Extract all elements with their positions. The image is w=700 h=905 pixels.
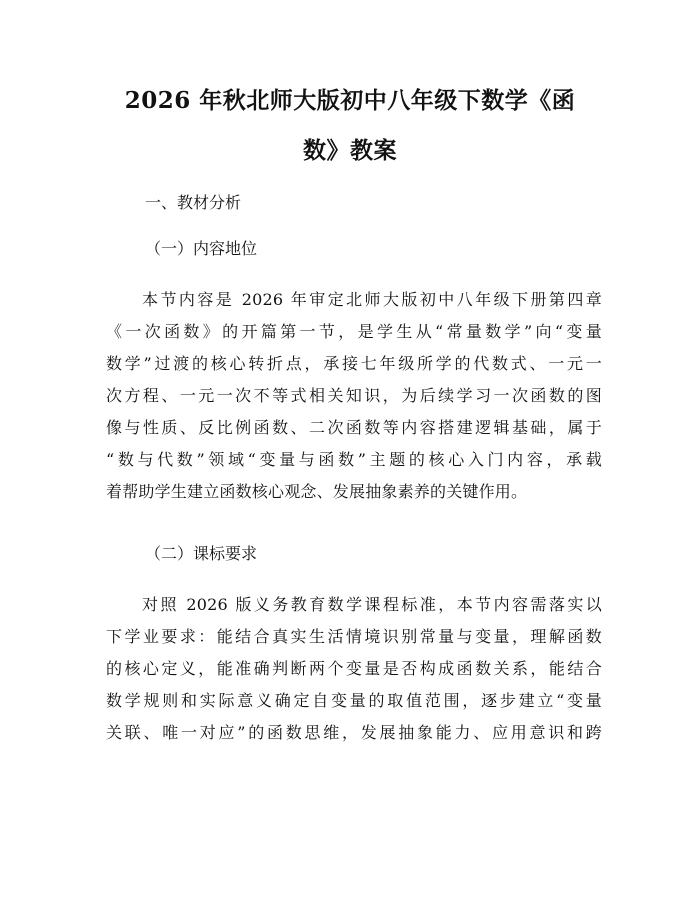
paragraph-line: 着帮助学生建立函数核心观念、发展抽象素养的关键作用。	[106, 482, 528, 501]
paragraph-curriculum-requirements	[106, 589, 602, 749]
subsection-heading-curriculum-requirements: （二）课标要求	[145, 544, 258, 563]
paragraph-line: 数学”过渡的核心转折点，承接七年级所学的代数式、一元一	[106, 354, 602, 373]
section-heading-textbook-analysis: 一、教材分析	[145, 193, 242, 212]
paragraph-line: 像与性质、反比例函数、二次函数等内容搭建逻辑基础，属于	[106, 418, 602, 437]
paragraph-line: 对照 2026 版义务教育数学课程标准，本节内容需落实以	[142, 595, 602, 614]
paragraph-line: 数学规则和实际意义确定自变量的取值范围，逐步建立“变量	[106, 691, 602, 710]
document-title-line-1: 2026 年秋北师大版初中八年级下数学《函	[124, 87, 576, 114]
paragraph-line: 《一次函数》的开篇第一节，是学生从“常量数学”向“变量	[106, 322, 602, 341]
paragraph-line: 本节内容是 2026 年审定北师大版初中八年级下册第四章	[142, 290, 602, 309]
paragraph-line: 下学业要求：能结合真实生活情境识别常量与变量，理解函数	[106, 627, 602, 646]
paragraph-line: 次方程、一元一次不等式相关知识，为后续学习一次函数的图	[106, 386, 602, 405]
paragraph-line: 关联、唯一对应”的函数思维，发展抽象能力、应用意识和跨	[106, 723, 602, 742]
paragraph-line: 的核心定义，能准确判断两个变量是否构成函数关系，能结合	[106, 659, 602, 678]
paragraph-line: “数与代数”领域“变量与函数”主题的核心入门内容，承载	[106, 450, 602, 469]
subsection-heading-content-position: （一）内容地位	[145, 239, 258, 258]
paragraph-content-position	[106, 284, 602, 508]
document-title-line-2: 数》教案	[303, 137, 397, 164]
